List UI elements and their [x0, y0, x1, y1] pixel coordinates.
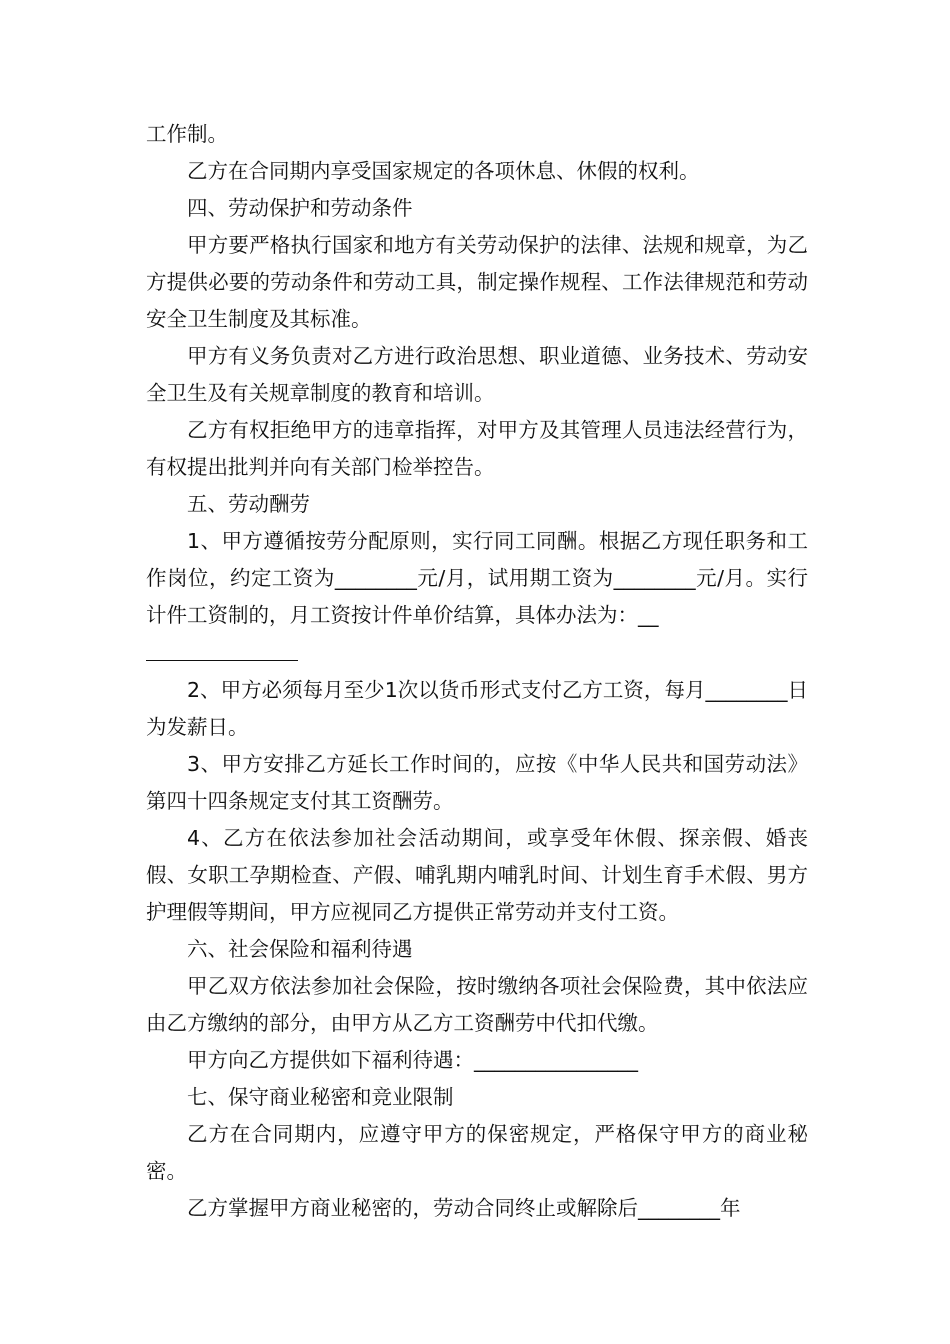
paragraph: 乙方在合同期内，应遵守甲方的保密规定，严格保守甲方的商业秘密。 [146, 1122, 808, 1183]
paragraph: 甲方要严格执行国家和地方有关劳动保护的法律、法规和规章，为乙方提供必要的劳动条件和劳动工具，制定操作规程、工作法律规范和劳动安全卫生制度及其标准。 [146, 233, 808, 331]
blank-fill-line [146, 634, 298, 661]
section-heading: 四、劳动保护和劳动条件 [187, 196, 413, 220]
paragraph: 甲方向乙方提供如下福利待遇：________________ [187, 1048, 638, 1072]
paragraph: 4、乙方在依法参加社会活动期间，或享受年休假、探亲假、婚丧假、女职工孕期检查、产假、哺乳期内哺乳时间、计划生育手术假、男方护理假等期间，甲方应视同乙方提供正常劳动并支付工资。 [146, 826, 808, 924]
paragraph: 乙方掌握甲方商业秘密的，劳动合同终止或解除后________年 [187, 1196, 741, 1220]
section-heading: 六、社会保险和福利待遇 [187, 937, 413, 961]
paragraph: 工作制。 [146, 122, 228, 146]
section-heading: 五、劳动酬劳 [187, 492, 310, 516]
paragraph: 3、甲方安排乙方延长工作时间的，应按《中华人民共和国劳动法》第四十四条规定支付其工资酬劳。 [146, 752, 808, 813]
paragraph: 2、甲方必须每月至少1次以货币形式支付乙方工资，每月________日为发薪日。 [146, 678, 808, 739]
section-heading: 七、保守商业秘密和竞业限制 [187, 1085, 454, 1109]
paragraph: 甲方有义务负责对乙方进行政治思想、职业道德、业务技术、劳动安全卫生及有关规章制度的教育和培训。 [146, 344, 808, 405]
paragraph: 乙方有权拒绝甲方的违章指挥，对甲方及其管理人员违法经营行为，有权提出批判并向有关部门检举控告。 [146, 418, 808, 479]
paragraph: 1、甲方遵循按劳分配原则，实行同工同酬。根据乙方现任职务和工作岗位，约定工资为________元/月，试用期工资为________元/月。实行计件工资制的，月工资按计件单价结算，具体办法为：__ [146, 529, 808, 627]
paragraph: 甲乙双方依法参加社会保险，按时缴纳各项社会保险费，其中依法应由乙方缴纳的部分，由甲方从乙方工资酬劳中代扣代缴。 [146, 974, 808, 1035]
paragraph: 乙方在合同期内享受国家规定的各项休息、休假的权利。 [187, 159, 700, 183]
document-body [146, 116, 808, 1227]
